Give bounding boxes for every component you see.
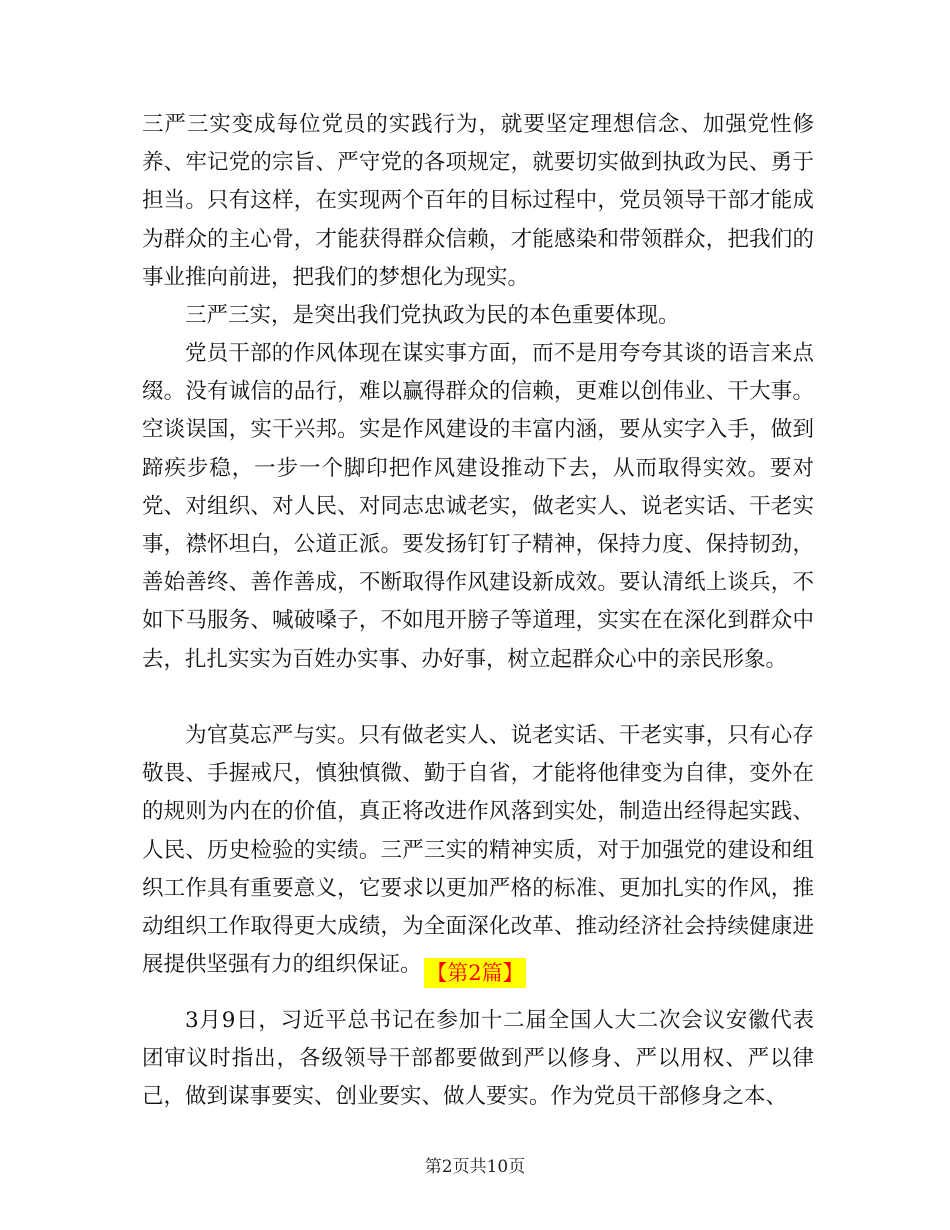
paragraph-1: 三严三实变成每位党员的实践行为，就要坚定理想信念、加强党性修养、牢记党的宗旨、严守党的各项规定，就要切实做到执政为民、勇于担当。只有这样，在实现两个百年的目标过程中，党员领导干部才能成为群众的主心骨，才能获得群众信赖，才能感染和带领群众，把我们的事业推向前进，把我们的梦想化为现实。 (142, 112, 814, 290)
paragraph-5: 3月9日，习近平总书记在参加十二届全国人大二次会议安徽代表团审议时指出，各级领导干部都要做到严以修身、严以用权、严以律己，做到谋事要实、创业要实、做人要实。作为党员干部修身之本、 (142, 1008, 814, 1110)
paragraph-4: 为官莫忘严与实。只有做老实人、说老实话、干老实事，只有心存敬畏、手握戒尺，慎独慎微、勤于自省，才能将他律变为自律，变外在的规则为内在的价值，真正将改进作风落到实处，制造出经得起实践、人民、历史检验的实绩。三严三实的精神实质，对于加强党的建设和组织工作具有重要意义，它要求以更加严格的标准、更加扎实的作风，推动组织工作取得更大成绩，为全面深化改革、推动经济社会持续健康进展提供坚强有力的组织保证。 (142, 723, 814, 978)
section-heading-wrapper (0, 958, 950, 988)
page-footer: 第2页共10页 (424, 1157, 526, 1177)
section-heading: 【第2篇】 (424, 958, 525, 988)
paragraph-3: 党员干部的作风体现在谋实事方面，而不是用夸夸其谈的语言来点缀。没有诚信的品行，难以赢得群众的信赖，更难以创伟业、干大事。空谈误国，实干兴邦。实是作风建设的丰富内涵，要从实字入手，做到蹄疾步稳，一步一个脚印把作风建设推动下去，从而取得实效。要对党、对组织、对人民、对同志忠诚老实，做老实人、说老实话、干老实事，襟怀坦白，公道正派。要发扬钉钉子精神，保持力度、保持韧劲，善始善终、善作善成，不断取得作风建设新成效。要认清纸上谈兵，不如下马服务、喊破嗓子，不如甩开膀子等道理，实实在在深化到群众中去，扎扎实实为百姓办实事、办好事，树立起群众心中的亲民形象。 (142, 341, 814, 672)
paragraph-2: 三严三实，是突出我们党执政为民的本色重要体现。 (185, 303, 680, 328)
